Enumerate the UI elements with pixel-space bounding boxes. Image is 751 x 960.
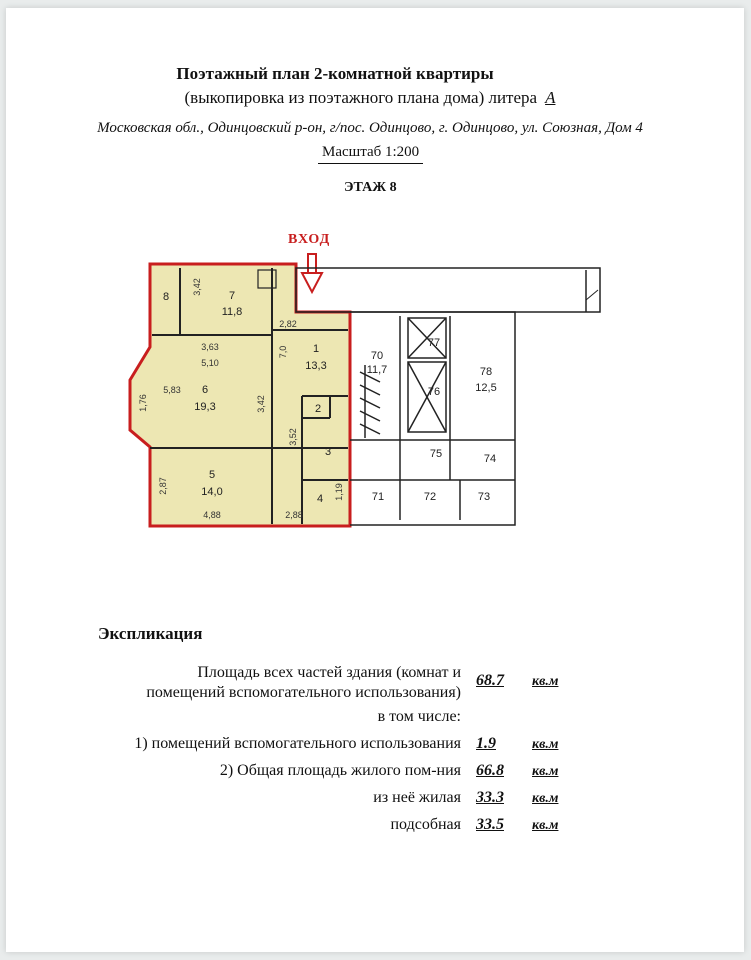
- dimension-label: 3,52: [288, 428, 298, 446]
- common-room-number: 76: [427, 386, 441, 398]
- aux-area-label: 1) помещений вспомогательного использования: [134, 735, 461, 752]
- aux-area-value: 1.9: [476, 735, 496, 752]
- scale-label: Масштаб 1:200: [318, 144, 423, 164]
- living-total-label: 2) Общая площадь жилого пом-ния: [219, 762, 461, 779]
- living-total-value: 66.8: [476, 762, 504, 779]
- common-room-number: 70: [370, 350, 384, 362]
- common-room-area: 11,7: [366, 364, 388, 376]
- plan-title: Поэтажный план 2-комнатной квартиры: [176, 64, 494, 83]
- room-number: 8: [162, 291, 170, 303]
- common-room-number: 71: [371, 491, 385, 503]
- dimension-label: 2,82: [279, 319, 297, 329]
- subtitle-text: (выкопировка из поэтажного плана дома) литера: [184, 88, 538, 107]
- floor-label: ЭТАЖ 8: [344, 180, 397, 195]
- entry-label: ВХОД: [288, 232, 331, 247]
- room-number: 5: [208, 469, 216, 481]
- including-label: в том числе:: [377, 708, 461, 725]
- room-number: 6: [201, 384, 209, 396]
- common-room-number: 73: [477, 491, 491, 503]
- utility-area-value: 33.5: [476, 816, 504, 833]
- explication-title: Экспликация: [98, 624, 203, 643]
- living-area-value: 33.3: [476, 789, 504, 806]
- room-number: 3: [324, 446, 332, 458]
- living-area-label: из неё жилая: [373, 789, 461, 806]
- total-area-label-line1: Площадь всех частей здания (комнат и: [197, 664, 461, 681]
- total-area-unit: кв.м: [532, 674, 559, 689]
- room-number: 4: [316, 493, 324, 505]
- room-area: 14,0: [201, 486, 223, 498]
- utility-area-unit: кв.м: [532, 818, 559, 833]
- living-area-unit: кв.м: [532, 791, 559, 806]
- dimension-label: 5,10: [201, 358, 219, 368]
- common-room-number: 77: [427, 337, 441, 349]
- dimension-label: 1,19: [334, 483, 344, 501]
- total-area-value: 68.7: [476, 672, 504, 689]
- common-room-number: 75: [429, 448, 443, 460]
- room-area: 11,8: [221, 306, 243, 318]
- dimension-label: 3,42: [192, 278, 202, 296]
- dimension-label: 2,88: [285, 510, 303, 520]
- room-number: 7: [228, 290, 236, 302]
- utility-area-label: подсобная: [390, 816, 461, 833]
- entry-arrow-icon: [302, 254, 322, 292]
- dimension-label: 1,76: [138, 394, 148, 412]
- address: Московская обл., Одинцовский р-он, г/пос. Одинцово, г. Одинцово, ул. Союзная, Дом 4: [97, 120, 643, 136]
- room-area: 19,3: [194, 401, 216, 413]
- dimension-label: 3,42: [256, 395, 266, 413]
- total-area-label-line2: помещений вспомогательного использования): [146, 684, 461, 701]
- litera-value: А: [545, 88, 556, 107]
- living-total-unit: кв.м: [532, 764, 559, 779]
- common-room-number: 78: [479, 366, 493, 378]
- common-room-number: 72: [423, 491, 437, 503]
- common-room-number: 74: [483, 453, 497, 465]
- dimension-label: 2,87: [158, 477, 168, 495]
- dimension-label: 7,0: [278, 345, 288, 359]
- common-room-area: 12,5: [475, 382, 497, 394]
- room-number: 1: [312, 343, 320, 355]
- room-number: 2: [314, 403, 322, 415]
- aux-area-unit: кв.м: [532, 737, 559, 752]
- dimension-label: 3,63: [201, 342, 219, 352]
- room-area: 13,3: [305, 360, 327, 372]
- dimension-label: 5,83: [163, 385, 181, 395]
- dimension-label: 4,88: [203, 510, 221, 520]
